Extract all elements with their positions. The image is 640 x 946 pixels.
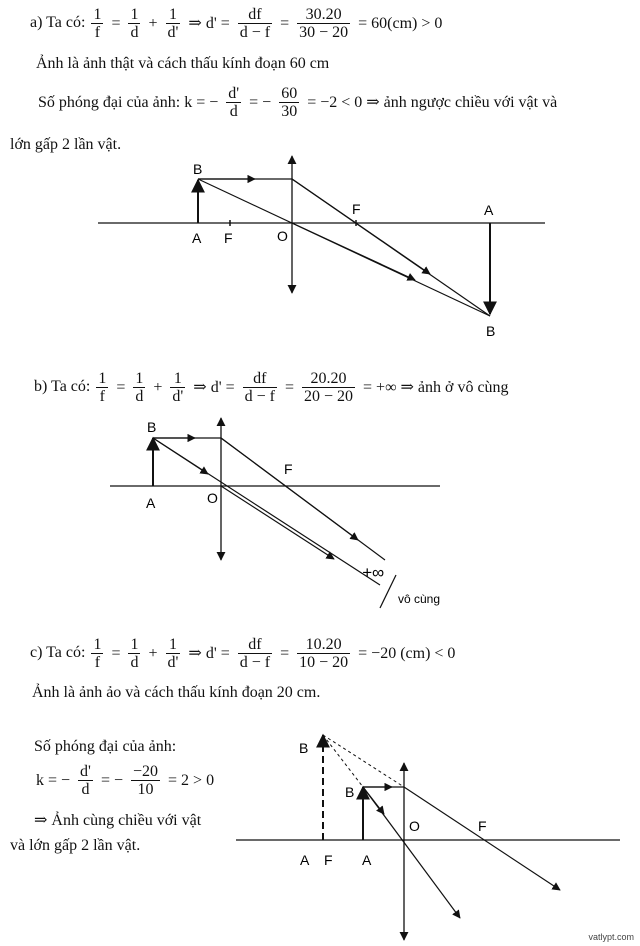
label-F-prime: F xyxy=(478,818,487,834)
part-c-line2: Ảnh là ảnh ảo và cách thấu kính đoạn 20 cm. xyxy=(32,684,321,701)
part-c-conclusion-1: ⇒ Ảnh cùng chiều với vật xyxy=(34,812,202,829)
label-F-prime: F xyxy=(284,461,293,477)
label-A: A xyxy=(362,852,372,868)
part-a-magnification: Số phóng đại của ảnh: k = − $\frac{d'}{d}$ = − $\frac{60}{30}$ = −2 < 0 ⇒ ảnh ngược chiều với vật và xyxy=(38,85,558,120)
label-F: F xyxy=(224,230,233,246)
part-c-equation: c) Ta có: $\frac{1}{f}$ = $\frac{1}{d}$ + $\frac{1}{d'}$ ⇒ d' = $\frac{df}{d - f}$ = $\frac{10.20}{10 - 20}$ = −20 (cm) < 0 xyxy=(30,636,456,671)
label-B: B xyxy=(345,784,355,800)
label-A-prime: A xyxy=(484,202,494,218)
watermark: vatlypt.com xyxy=(588,932,634,942)
label-F-prime: F xyxy=(352,201,361,217)
part-c-mag-title: Số phóng đại của ảnh: xyxy=(34,738,177,755)
label-O: O xyxy=(277,228,288,244)
diagram-c xyxy=(0,725,640,946)
frac-1-dprime: $\frac{1}{d'}$ xyxy=(167,6,179,41)
frac-1-d: $\frac{1}{d}$ xyxy=(130,6,139,41)
label-B-prime: B xyxy=(299,740,309,756)
label-O: O xyxy=(207,490,218,506)
label-B-prime: B xyxy=(486,323,496,339)
part-c-label: c) Ta có: xyxy=(30,644,86,662)
part-a-line4: lớn gấp 2 lần vật. xyxy=(10,136,122,153)
label-A: A xyxy=(146,495,156,511)
mag-frac-2: $\frac{60}{30}$ xyxy=(281,85,298,120)
label-A-prime: A xyxy=(300,852,310,868)
part-a-line2: Ảnh là ảnh thật và cách thấu kính đoạn 60 cm xyxy=(36,55,330,72)
label-infinity: +∞ xyxy=(362,563,385,582)
diagram-b xyxy=(0,410,640,615)
label-B: B xyxy=(193,161,203,177)
part-c-magnification: k = − $\frac{d'}{d}$ = − $\frac{-20}{10}$ = 2 > 0 xyxy=(36,763,215,798)
label-O: O xyxy=(409,818,420,834)
part-b-equation: b) Ta có: $\frac{1}{f}$ = $\frac{1}{d}$ + $\frac{1}{d'}$ ⇒ d' = $\frac{df}{d - f}$ = $\frac{20.20}{20 - 20}$ = +∞ ⇒ ảnh ở vô cùng xyxy=(34,370,509,405)
frac-1-f: $\frac{1}{f}$ xyxy=(93,6,102,41)
diagram-a xyxy=(0,150,640,350)
label-vo-cung: vô cùng xyxy=(398,592,441,606)
part-a-equation: a) Ta có: $\frac{1}{f}$ = $\frac{1}{d}$ + $\frac{1}{d'}$ ⇒ d' = $\frac{df}{d - f}$ = $\frac{30.20}{30 - 20}$ = 60(cm) > 0 xyxy=(30,6,443,41)
label-A: A xyxy=(192,230,202,246)
frac-values: $\frac{30.20}{30 - 20}$ xyxy=(299,6,349,41)
label-F: F xyxy=(324,852,333,868)
part-b-label: b) Ta có: xyxy=(34,378,91,396)
label-B: B xyxy=(147,419,157,435)
frac-df: $\frac{df}{d - f}$ xyxy=(239,6,271,41)
part-c-conclusion-2: và lớn gấp 2 lần vật. xyxy=(10,837,141,854)
mag-frac-1: $\frac{d'}{d}$ xyxy=(228,85,240,120)
part-a-label: a) Ta có: xyxy=(30,14,86,32)
